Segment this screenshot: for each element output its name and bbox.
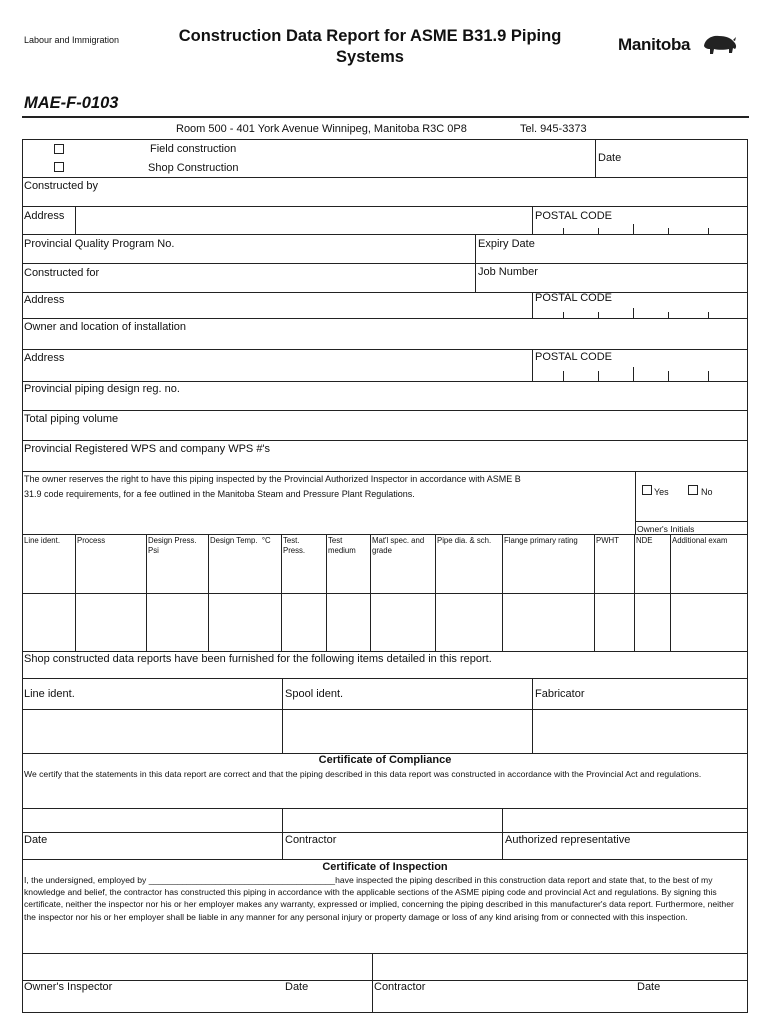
owner-address-field[interactable]	[78, 352, 530, 378]
table-cell[interactable]	[283, 595, 324, 649]
inspection-contractor-signature-field[interactable]	[374, 955, 746, 979]
table-cell[interactable]	[372, 595, 433, 649]
design-reg-label: Provincial piping design reg. no.	[24, 383, 180, 395]
office-address: Room 500 - 401 York Avenue Winnipeg, Manitoba R3C 0P8	[176, 123, 467, 135]
manitoba-logo	[618, 32, 738, 60]
postal-code-label-3: POSTAL CODE	[535, 351, 613, 363]
design-reg-field[interactable]	[200, 383, 745, 407]
table-column-header: NDE	[636, 536, 653, 545]
shop-line-ident-field[interactable]	[24, 711, 280, 751]
inspection-no-checkbox[interactable]	[688, 485, 698, 495]
department-name: Labour and Immigration	[24, 35, 120, 45]
total-volume-field[interactable]	[135, 413, 745, 437]
date-label: Date	[598, 152, 622, 164]
table-cell[interactable]	[210, 595, 279, 649]
table-column-header: Mat'l spec. and grade	[372, 536, 425, 555]
table-column-header: PWHT	[596, 536, 619, 545]
job-number-field[interactable]	[545, 266, 745, 290]
job-number-label: Job Number	[478, 266, 538, 278]
constructed-by-address-field[interactable]	[78, 208, 530, 232]
inspector-date-label: Date	[285, 981, 309, 993]
shop-line-ident-label: Line ident.	[24, 688, 75, 700]
postal-code-label-2: POSTAL CODE	[535, 292, 613, 304]
compliance-contractor-label: Contractor	[285, 834, 337, 846]
table-cell[interactable]	[596, 595, 632, 649]
logo-text: Manitoba	[618, 35, 691, 54]
expiry-date-label: Expiry Date	[478, 238, 535, 250]
table-column-header: Process	[77, 536, 106, 545]
table-cell[interactable]	[504, 595, 592, 649]
table-cell[interactable]	[636, 595, 668, 649]
address-label: Address	[24, 210, 65, 222]
spool-ident-field[interactable]	[284, 711, 530, 751]
table-column-header: Test. Press.	[283, 536, 306, 555]
table-column-header: Design Press. Psi	[148, 536, 197, 555]
constructed-by-label: Constructed by	[24, 180, 98, 192]
owners-initials-field[interactable]	[640, 500, 745, 520]
inspection-cert-text: I, the undersigned, employed by _______________________________________have inspected the piping described in this construction data report and state that, to the best of my knowledge and belief, the contractor has constructed this piping in accordance with the applicable sections of the ASME piping code and provincial Act and regulations. By signing this certificate, neither the inspector nor his or her employer makes any warranty, expressed or implied, concerning the piping described in this manufacturer's data report. Furthermore, neither the inspector nor his or her employer shall be liable in any manner for any personal injury or property damage or loss of any kind arising from or connected with this inspection.	[24, 875, 734, 922]
form-title-line1: Construction Data Report for ASME B31.9 Piping	[178, 27, 562, 45]
table-cell[interactable]	[437, 595, 500, 649]
compliance-text: We certify that the statements in this data report are correct and that the piping described in this data report was constructed in accordance with the Provincial Act and regulations.	[24, 769, 702, 779]
constructed-by-field[interactable]	[110, 180, 745, 204]
constructed-for-label: Constructed for	[24, 267, 100, 279]
shop-construction-label: Shop Construction	[148, 162, 239, 174]
postal-code-field[interactable]	[535, 223, 745, 234]
spool-ident-label: Spool ident.	[285, 688, 344, 700]
constructed-for-address-field[interactable]	[78, 294, 530, 316]
form-number: MAE-F-0103	[24, 94, 119, 112]
postal-code-label: POSTAL CODE	[535, 210, 613, 222]
table-cell[interactable]	[672, 595, 746, 649]
inspection-contractor-label: Contractor	[374, 981, 426, 993]
bison-icon	[702, 34, 738, 56]
authorized-rep-field[interactable]	[504, 810, 746, 832]
owners-initials-label: Owner's Initials	[637, 524, 695, 534]
table-column-header: Pipe dia. & sch.	[437, 536, 492, 545]
address-label-3: Address	[24, 352, 65, 364]
inspection-yes-checkbox[interactable]	[642, 485, 652, 495]
field-construction-checkbox[interactable]	[54, 144, 64, 154]
authorized-rep-label: Authorized representative	[505, 834, 631, 846]
postal-code-field-2[interactable]	[535, 305, 745, 316]
office-telephone: Tel. 945-3373	[520, 123, 587, 135]
form-title-line2: Systems	[336, 48, 404, 66]
total-volume-label: Total piping volume	[24, 413, 119, 425]
table-cell[interactable]	[328, 595, 368, 649]
wps-field[interactable]	[300, 443, 745, 467]
inspection-notice-line2: 31.9 code requirements, for a fee outlined in the Manitoba Steam and Pressure Plant Regulations.	[24, 489, 415, 499]
fabricator-field[interactable]	[534, 711, 746, 751]
owner-location-label: Owner and location of installation	[24, 321, 187, 333]
table-cell[interactable]	[148, 595, 206, 649]
shop-section-title: Shop constructed data reports have been furnished for the following items detailed in this report.	[24, 653, 492, 665]
address-label-2: Address	[24, 294, 65, 306]
table-column-header: Design Temp. °C	[210, 536, 271, 545]
compliance-title: Certificate of Compliance	[318, 754, 452, 766]
inspection-cert-title: Certificate of Inspection	[322, 861, 448, 873]
table-column-header: Additional exam	[672, 536, 728, 545]
compliance-date-field[interactable]	[24, 810, 280, 832]
table-cell[interactable]	[77, 595, 144, 649]
fabricator-label: Fabricator	[535, 688, 585, 700]
owners-inspector-signature-field[interactable]	[24, 955, 370, 979]
inspector-employer-field[interactable]	[164, 874, 370, 885]
pqp-number-field[interactable]	[195, 237, 473, 261]
shop-construction-checkbox[interactable]	[54, 162, 64, 172]
pqp-number-label: Provincial Quality Program No.	[24, 238, 175, 250]
field-construction-label: Field construction	[150, 143, 237, 155]
compliance-contractor-field[interactable]	[284, 810, 500, 832]
compliance-date-label: Date	[24, 834, 48, 846]
owners-inspector-label: Owner's Inspector	[24, 981, 113, 993]
no-label: No	[701, 487, 713, 497]
owner-location-field[interactable]	[205, 320, 745, 346]
table-column-header: Line ident.	[24, 536, 60, 545]
date-field[interactable]	[598, 165, 744, 176]
table-cell[interactable]	[24, 595, 73, 649]
table-column-header: Flange primary rating	[504, 536, 578, 545]
yes-label: Yes	[654, 487, 669, 497]
wps-label: Provincial Registered WPS and company WPS #'s	[24, 443, 271, 455]
table-column-header: Test medium	[328, 536, 356, 555]
inspection-notice-line1: The owner reserves the right to have this piping inspected by the Provincial Authorized Inspector in accordance with ASME B	[24, 474, 521, 484]
expiry-date-field[interactable]	[545, 237, 745, 261]
constructed-for-field[interactable]	[110, 266, 473, 290]
contractor-date-label: Date	[637, 981, 661, 993]
postal-code-field-3[interactable]	[535, 364, 745, 380]
